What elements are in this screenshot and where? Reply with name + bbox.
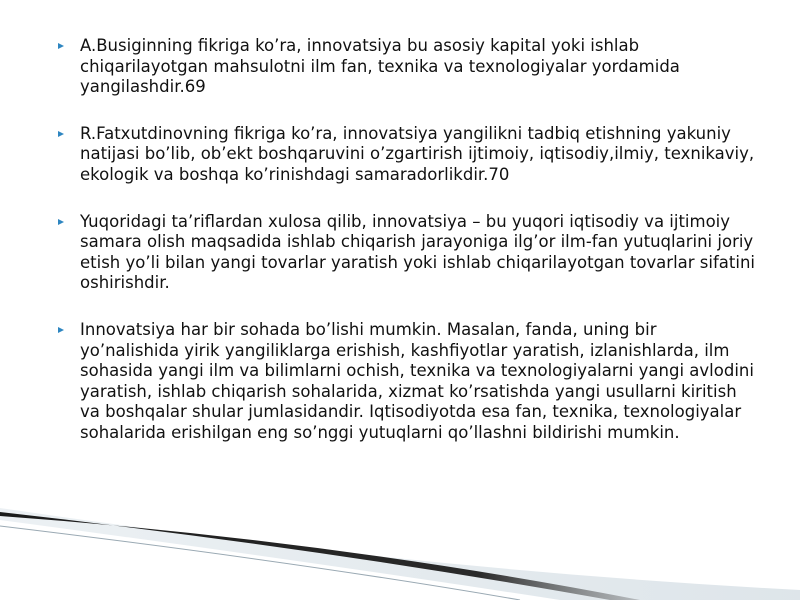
bullet-text: A.Busiginning fikriga ko’ra, innovatsiya bu asosiy kapital yoki ishlab chiqarilayotgan mahsulotni ilm fan, texnika va texnologiyalar yordamida yangilashdir.69: [80, 36, 680, 97]
bullet-text: Yuqoridagi ta’riflardan xulosa qilib, innovatsiya – bu yuqori iqtisodiy va ijtimoiy samara olish maqsadida ishlab chiqarish jarayoniga ilg’or ilm-fan yutuqlarini joriy etish yo’li bilan yangi tovarlar yaratish yoki ishlab chiqarilayotgan tovarlar sifatini oshirishdir.: [80, 211, 756, 293]
swoosh-light-band: [0, 508, 800, 600]
triangle-bullet-icon: [58, 219, 64, 225]
list-item: [56, 320, 756, 444]
list-item: [56, 212, 756, 294]
triangle-bullet-icon: [58, 131, 64, 137]
bullet-list: [56, 36, 756, 470]
list-item: [56, 124, 756, 186]
decorative-swoosh: [0, 480, 800, 600]
bullet-text: R.Fatxutdinovning fikriga ko’ra, innovatsiya yangilikni tadbiq etishning yakuniy natijasi bo’lib, ob’ekt boshqaruvini o’zgartirish ijtimoiy, iqtisodiy,ilmiy, texnikaviy, ekologik va boshqa ko’rinishdagi samaradorlikdir.70: [80, 123, 755, 184]
triangle-bullet-icon: [58, 43, 64, 49]
triangle-bullet-icon: [58, 327, 64, 333]
list-item: [56, 36, 756, 98]
bullet-text: Innovatsiya har bir sohada bo’lishi mumkin. Masalan, fanda, uning bir yo’nalishida yirik yangiliklarga erishish, kashfiyotlar yaratish, izlanishlarda, ilm sohasida yangi ilm va bilimlarni ochish, texnika va texnologiyalarni yangi avlodini yaratish, ishlab chiqarish sohalarida, xizmat ko’rsatishda yangi usullarni kiritish va boshqalar shular jumlasidandir. Iqtisodiyotda esa fan, texnika, texnologiyalar sohalarida erishilgan eng so’nggi yutuqlarni qo’llashni bildirishi mumkin.: [80, 319, 754, 442]
